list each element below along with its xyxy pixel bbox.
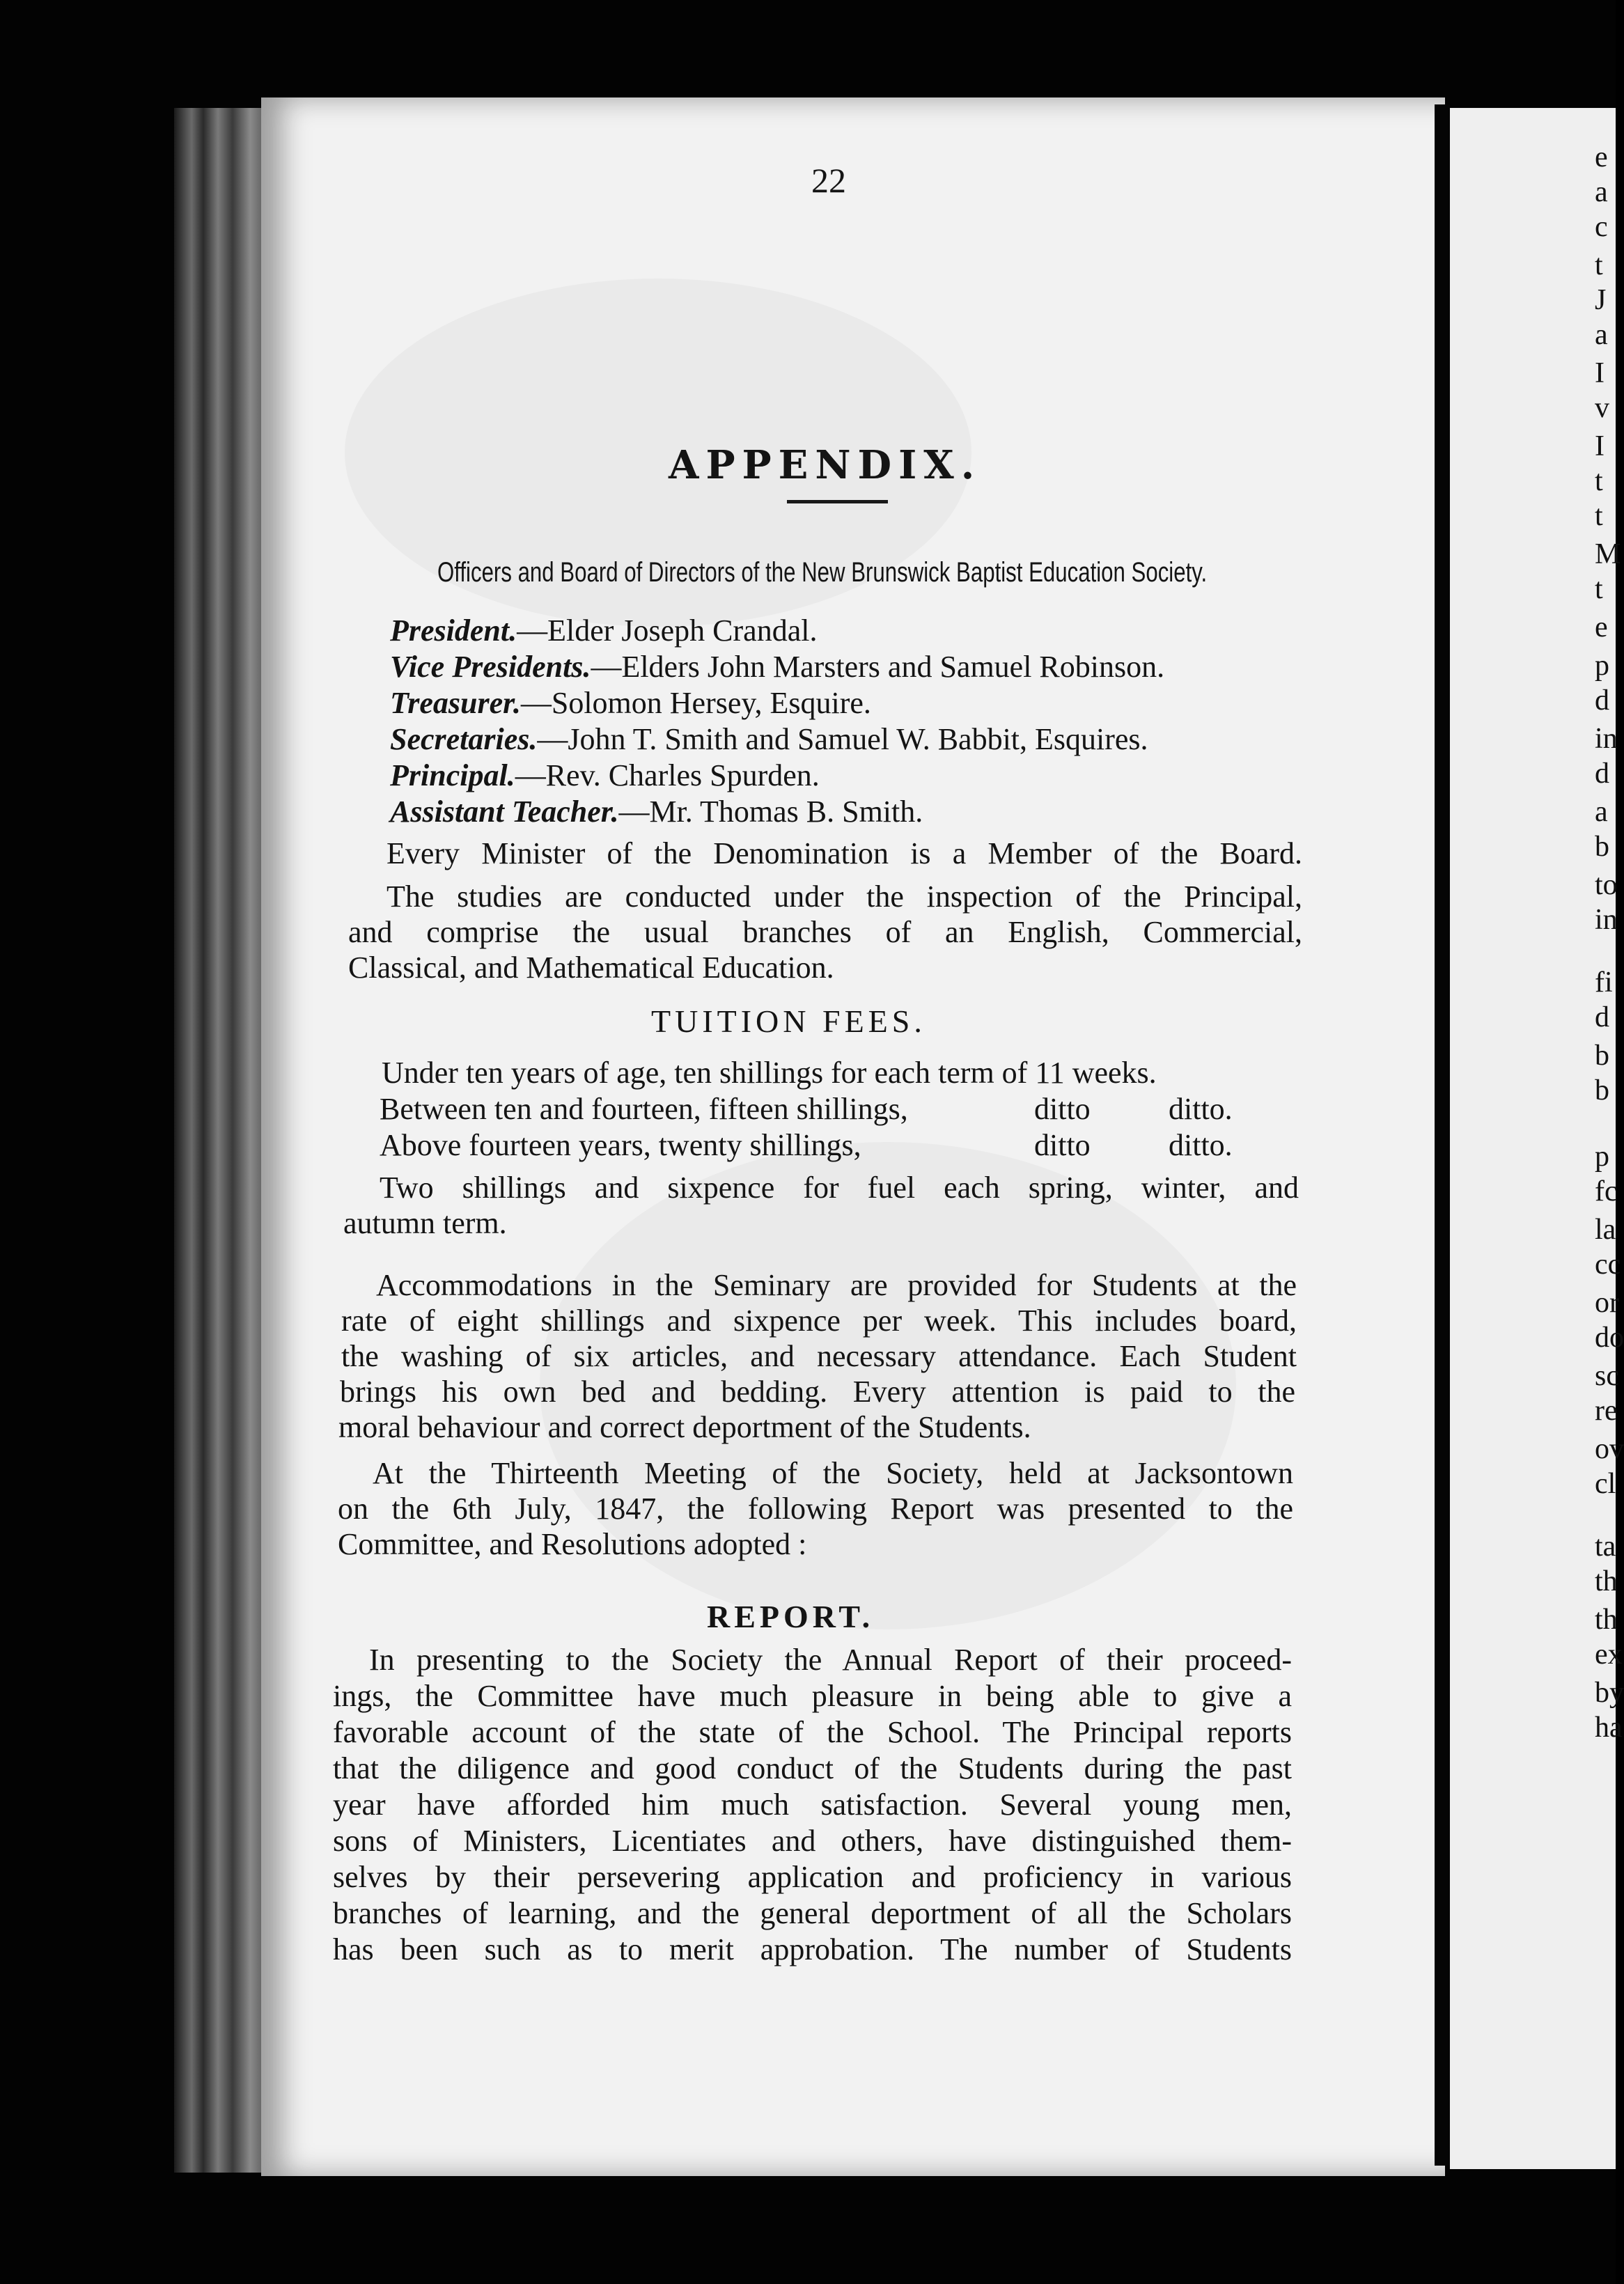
right-page-line-fragment: e bbox=[1595, 141, 1608, 173]
report-line: that the diligence and good conduct of the Students during the past bbox=[333, 1751, 1292, 1785]
officer-title: Vice Presidents. bbox=[390, 650, 591, 684]
right-page bbox=[1450, 108, 1624, 2169]
right-page-line-fragment: a bbox=[1595, 796, 1608, 828]
fee-line: Under ten years of age, ten shillings for each term of 11 weeks. bbox=[382, 1056, 1157, 1090]
right-page-line-fragment: ta bbox=[1595, 1531, 1616, 1563]
right-page-line-fragment: b bbox=[1595, 1040, 1609, 1072]
right-page-line-fragment: by bbox=[1595, 1677, 1624, 1709]
officer-title: Principal. bbox=[390, 758, 515, 792]
right-page-line-fragment: M bbox=[1595, 538, 1621, 570]
right-page-line-fragment: d bbox=[1595, 758, 1609, 790]
fee-line: Between ten and fourteen, fifteen shillings, bbox=[380, 1092, 908, 1126]
report-line: year have afforded him much satisfaction. Several young men, bbox=[333, 1788, 1292, 1822]
studies-line: and comprise the usual branches of an English, Commercial, bbox=[348, 915, 1302, 949]
right-page-line-fragment: re bbox=[1595, 1395, 1618, 1427]
fee-col-ditto: ditto. bbox=[1169, 1092, 1233, 1126]
officer-line bbox=[390, 613, 817, 648]
right-page-line-fragment: or bbox=[1595, 1287, 1619, 1319]
meeting-line: At the Thirteenth Meeting of the Society, held at Jacksontown bbox=[373, 1456, 1293, 1490]
right-page-line-fragment: fi bbox=[1595, 967, 1613, 999]
studies-line: Classical, and Mathematical Education. bbox=[348, 951, 834, 985]
accommodation-line: rate of eight shillings and sixpence per week. This includes board, bbox=[341, 1304, 1297, 1338]
officer-name: —Elders John Marsters and Samuel Robinson. bbox=[591, 650, 1165, 684]
right-page-line-fragment: t bbox=[1595, 573, 1603, 605]
right-page-line-fragment: p bbox=[1595, 650, 1609, 682]
right-page-line-fragment: sc bbox=[1595, 1360, 1619, 1392]
report-line: In presenting to the Society the Annual Report of their proceed- bbox=[369, 1643, 1292, 1677]
appendix-heading: APPENDIX. bbox=[669, 442, 982, 488]
right-page-line-fragment: cl bbox=[1595, 1468, 1616, 1500]
officer-title: Assistant Teacher. bbox=[390, 795, 619, 829]
accommodation-line: the washing of six articles, and necessary attendance. Each Student bbox=[341, 1339, 1297, 1373]
report-line: branches of learning, and the general deportment of all the Scholars bbox=[333, 1896, 1292, 1930]
officer-title: President. bbox=[390, 613, 517, 648]
accommodation-line: brings his own bed and bedding. Every attention is paid to the bbox=[340, 1375, 1295, 1409]
accommodation-line: moral behaviour and correct deportment of the Students. bbox=[338, 1410, 1031, 1444]
fuel-line: Two shillings and sixpence for fuel each spring, winter, and bbox=[380, 1171, 1299, 1205]
meeting-line: Committee, and Resolutions adopted : bbox=[338, 1527, 807, 1561]
heading-rule bbox=[787, 500, 888, 503]
right-page-line-fragment: a bbox=[1595, 319, 1608, 351]
right-page-line-fragment: do bbox=[1595, 1322, 1624, 1354]
right-page-line-fragment: t bbox=[1595, 465, 1603, 497]
report-line: has been such as to merit approbation. The number of Students bbox=[333, 1932, 1292, 1966]
right-page-line-fragment: t bbox=[1595, 500, 1603, 532]
accommodation-line: Accommodations in the Seminary are provided for Students at the bbox=[376, 1268, 1297, 1302]
right-page-line-fragment: t bbox=[1595, 249, 1603, 281]
right-page-line-fragment: b bbox=[1595, 831, 1609, 863]
officer-name: —Elder Joseph Crandal. bbox=[517, 613, 818, 648]
fee-col-ditto: ditto bbox=[1034, 1092, 1091, 1126]
right-page-line-fragment: I bbox=[1595, 357, 1605, 389]
right-page-line-fragment: p bbox=[1595, 1141, 1609, 1173]
officer-title: Treasurer. bbox=[390, 686, 521, 720]
right-page-line-fragment: th bbox=[1595, 1565, 1618, 1597]
officer-name: —John T. Smith and Samuel W. Babbit, Esquires. bbox=[537, 722, 1148, 756]
right-page-line-fragment: I bbox=[1595, 430, 1605, 462]
officer-name: —Rev. Charles Spurden. bbox=[515, 758, 820, 792]
officer-line bbox=[390, 794, 923, 829]
officers-heading: Officers and Board of Directors of the New Brunswick Baptist Education Society. bbox=[437, 557, 1208, 588]
right-page-line-fragment: d bbox=[1595, 1001, 1609, 1033]
fee-col-ditto: ditto. bbox=[1169, 1128, 1233, 1162]
right-page-line-fragment: la bbox=[1595, 1214, 1616, 1246]
right-page-line-fragment: to bbox=[1595, 869, 1618, 901]
right-page-line-fragment: cc bbox=[1595, 1249, 1621, 1281]
right-page-line-fragment: c bbox=[1595, 211, 1608, 243]
officer-line bbox=[390, 721, 1148, 757]
right-page-line-fragment: th bbox=[1595, 1604, 1618, 1636]
right-page-line-fragment: e bbox=[1595, 611, 1608, 643]
board-line: Every Minister of the Denomination is a Member of the Board. bbox=[387, 836, 1302, 870]
right-page-line-fragment: v bbox=[1595, 392, 1609, 424]
page-number: 22 bbox=[811, 161, 846, 200]
tuition-fees-heading: TUITION FEES. bbox=[651, 1003, 926, 1039]
right-page-line-fragment: b bbox=[1595, 1074, 1609, 1106]
report-line: ings, the Committee have much pleasure in being able to give a bbox=[333, 1679, 1292, 1713]
officer-name: —Solomon Hersey, Esquire. bbox=[520, 686, 871, 720]
officer-name: —Mr. Thomas B. Smith. bbox=[618, 795, 923, 829]
right-page-line-fragment: ov bbox=[1595, 1433, 1624, 1465]
officer-title: Secretaries. bbox=[390, 722, 538, 756]
right-page-line-fragment: ex bbox=[1595, 1638, 1623, 1671]
book-page-edges bbox=[174, 108, 272, 2173]
fuel-line: autumn term. bbox=[343, 1206, 507, 1240]
officer-line bbox=[390, 649, 1164, 685]
right-page-line-fragment: in bbox=[1595, 904, 1618, 936]
right-page-line-fragment: fc bbox=[1595, 1175, 1618, 1207]
report-line: favorable account of the state of the School. The Principal reports bbox=[333, 1715, 1292, 1749]
officer-line bbox=[390, 685, 871, 721]
report-line: sons of Ministers, Licentiates and others, have distinguished them- bbox=[333, 1824, 1292, 1858]
fee-line: Above fourteen years, twenty shillings, bbox=[380, 1128, 861, 1162]
report-line: selves by their persevering application and proficiency in various bbox=[333, 1860, 1292, 1894]
meeting-line: on the 6th July, 1847, the following Report was presented to the bbox=[338, 1492, 1293, 1526]
right-page-line-fragment: d bbox=[1595, 685, 1609, 717]
right-page-line-fragment: J bbox=[1595, 284, 1607, 316]
officer-line bbox=[390, 758, 820, 793]
report-heading: REPORT. bbox=[707, 1599, 875, 1634]
right-page-line-fragment: in bbox=[1595, 723, 1618, 755]
fee-col-ditto: ditto bbox=[1034, 1128, 1091, 1162]
right-page-line-fragment: ha bbox=[1595, 1712, 1623, 1744]
studies-line: The studies are conducted under the inspection of the Principal, bbox=[387, 879, 1302, 914]
book-gutter bbox=[1435, 104, 1450, 2166]
right-page-line-fragment: a bbox=[1595, 176, 1608, 208]
